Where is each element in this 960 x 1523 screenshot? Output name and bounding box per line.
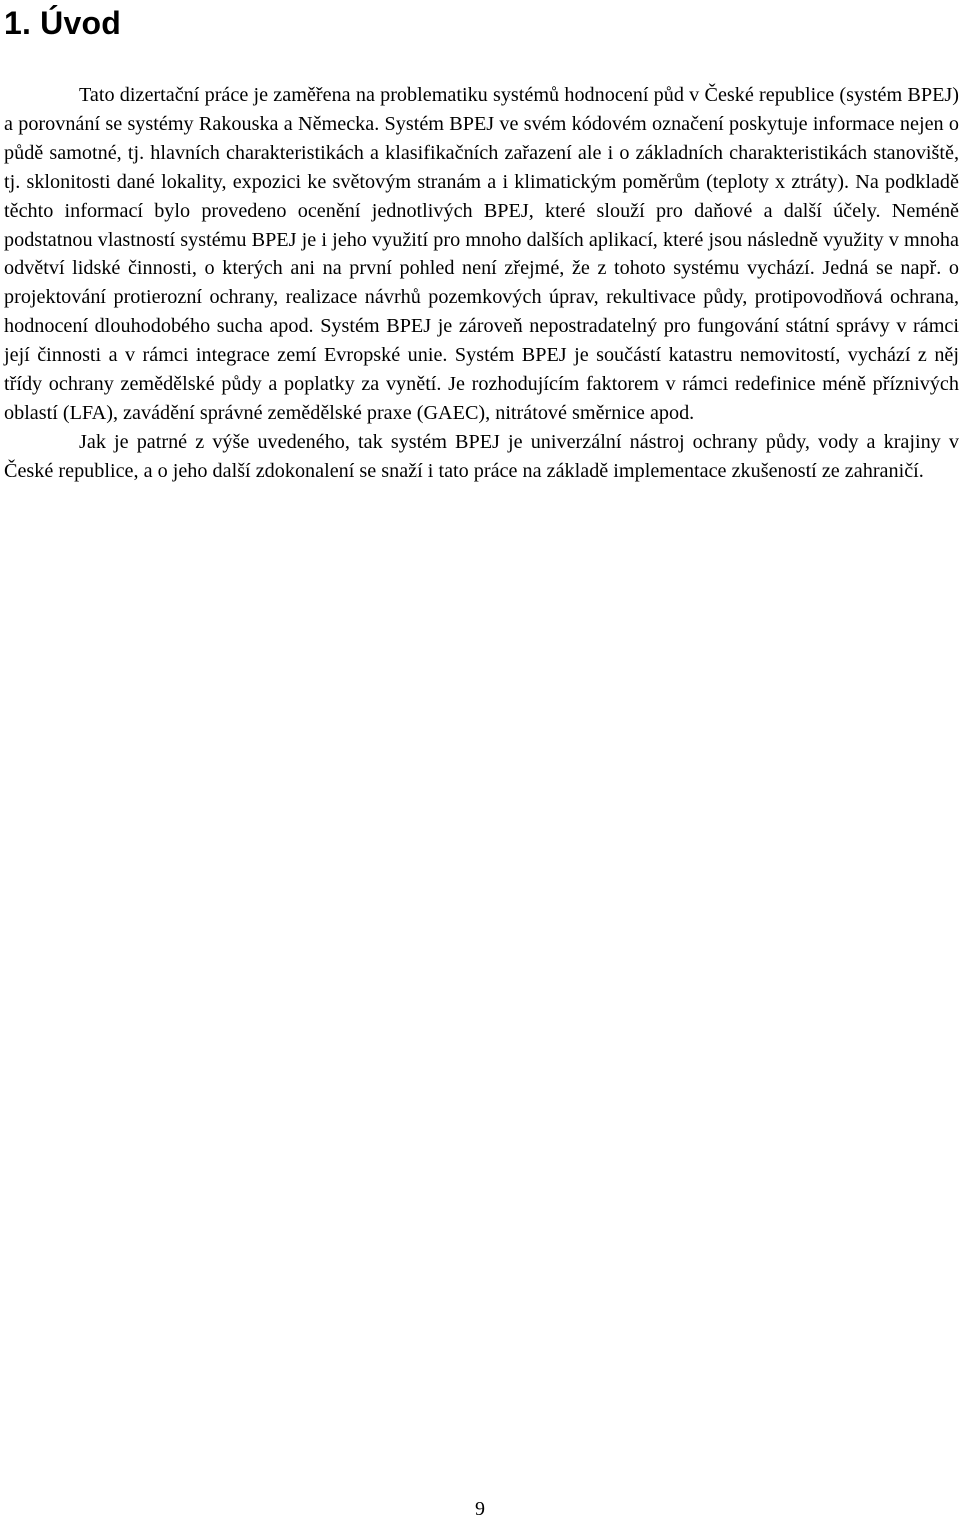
body-text [4,81,959,486]
paragraph-1: Tato dizertační práce je zaměřena na problematiku systémů hodnocení půd v České republice (systém BPEJ) a porovnání se systémy Rakouska a Německa. Systém BPEJ ve svém kódovém označení poskytuje informace nejen o půdě samotné, tj. hlavních charakteristikách a klasifikačních zařazení ale i o základních charakteristikách stanoviště, tj. sklonitosti dané lokality, expozici ke světovým stranám a i klimatickým poměrům (teploty x ztráty). Na podkladě těchto informací bylo provedeno ocenění jednotlivých BPEJ, které slouží pro daňové a další účely. Neméně podstatnou vlastností systému BPEJ je i jeho využití pro mnoho dalších aplikací, které jsou následně využity v mnoha odvětví lidské činnosti, o kterých ani na první pohled není zřejmé, že z tohoto systému vychází. Jedná se např. o projektování protierozní ochrany, realizace návrhů pozemkových úprav, rekultivace půdy, protipovodňová ochrana, hodnocení dlouhodobého sucha apod. Systém BPEJ je zároveň nepostradatelný pro fungování státní správy v rámci její činnosti a v rámci integrace zemí Evropské unie. Systém BPEJ je součástí katastru nemovitostí, vychází z něj třídy ochrany zemědělské půdy a poplatky za vynětí. Je rozhodujícím faktorem v rámci redefinice méně příznivých oblastí (LFA), zavádění správné zemědělské praxe (GAEC), nitrátové směrnice apod. [4,84,959,424]
page-number: 9 [475,1498,485,1520]
section-heading: 1. Úvod [4,5,121,41]
paragraph-2: Jak je patrné z výše uvedeného, tak systém BPEJ je univerzální nástroj ochrany půdy, vody a krajiny v České republice, a o jeho další zdokonalení se snaží i tato práce na základě implementace zkušeností ze zahraničí. [4,430,959,482]
